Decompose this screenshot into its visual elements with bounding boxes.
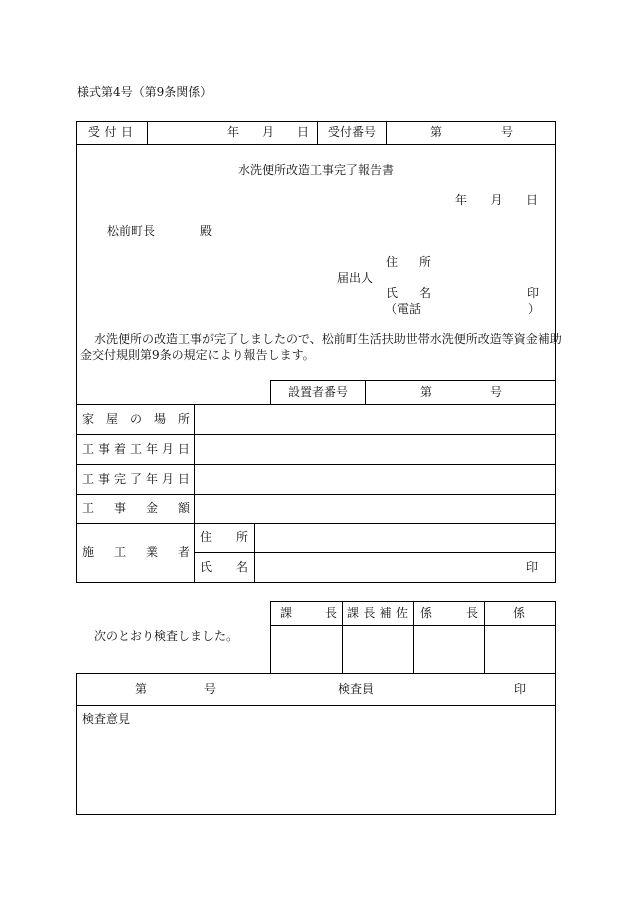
inspection-note: 次のとおり検査しました。 <box>94 629 239 643</box>
report-box <box>76 144 556 405</box>
contractor-name-value-cell <box>254 552 556 583</box>
start-date-label: 工 事 着 工 年 月 日 <box>82 442 190 456</box>
reception-number-value: 第 号 <box>430 125 513 139</box>
construction-cost-label: 工 事 金 額 <box>82 501 190 515</box>
applicant-phone: （電話 ） <box>385 302 540 316</box>
reception-date-value: 年 月 日 <box>227 125 309 139</box>
stamp-box-section-chief <box>270 625 343 674</box>
stamp-box-assistant-chief <box>342 625 414 674</box>
stamp-box-subsection-chief <box>413 625 485 674</box>
stamp-label-assistant-chief: 課 長 補 佐 <box>347 606 408 620</box>
completion-date-label: 工 事 完 了 年 月 日 <box>82 472 190 486</box>
stamp-label-staff: 係 <box>513 606 526 620</box>
report-body-line-1: 水洗便所の改造工事が完了しましたので、松前町生活扶助世帯水洗便所改造等資金補助 <box>94 332 562 346</box>
completion-date-value-cell <box>194 464 556 495</box>
inspector-seal: 印 <box>514 682 527 696</box>
applicant-address-label: 住 所 <box>386 255 431 269</box>
inspection-opinion-label: 検査意見 <box>82 712 131 726</box>
applicant-label: 届出人 <box>337 271 374 285</box>
inspection-number: 第 号 <box>135 682 216 696</box>
inspector-label: 検査員 <box>338 682 375 696</box>
report-title: 水洗便所改造工事完了報告書 <box>237 163 394 177</box>
construction-cost-value-cell <box>194 494 556 524</box>
stamp-box-staff <box>484 625 556 674</box>
house-location-label: 家 屋 の 場 所 <box>82 412 190 426</box>
reception-number-label: 受付番号 <box>328 125 377 139</box>
contractor-address-value-cell <box>254 523 556 553</box>
report-date: 年 月 日 <box>455 193 538 207</box>
report-addressee: 松前町長 殿 <box>107 224 212 238</box>
house-location-value-cell <box>194 404 556 435</box>
installer-number-value: 第 号 <box>420 385 502 399</box>
inspection-opinion-box <box>76 705 556 815</box>
stamp-label-subsection-chief: 係 長 <box>420 606 478 620</box>
applicant-name-label: 氏 名 <box>386 286 431 300</box>
contractor-seal: 印 <box>526 560 539 574</box>
report-body-line-2: 金交付規則第9条の規定により報告します。 <box>80 348 315 362</box>
installer-number-label: 設置者番号 <box>287 385 348 399</box>
start-date-value-cell <box>194 434 556 465</box>
contractor-name-label: 氏 名 <box>200 560 248 574</box>
applicant-seal: 印 <box>527 286 540 300</box>
contractor-address-label: 住 所 <box>200 530 248 544</box>
contractor-label: 施 工 業 者 <box>82 545 190 559</box>
stamp-label-section-chief: 課 長 <box>280 606 337 620</box>
reception-date-label: 受 付 日 <box>88 125 133 139</box>
form-number: 様式第4号（第9条関係） <box>77 85 213 99</box>
